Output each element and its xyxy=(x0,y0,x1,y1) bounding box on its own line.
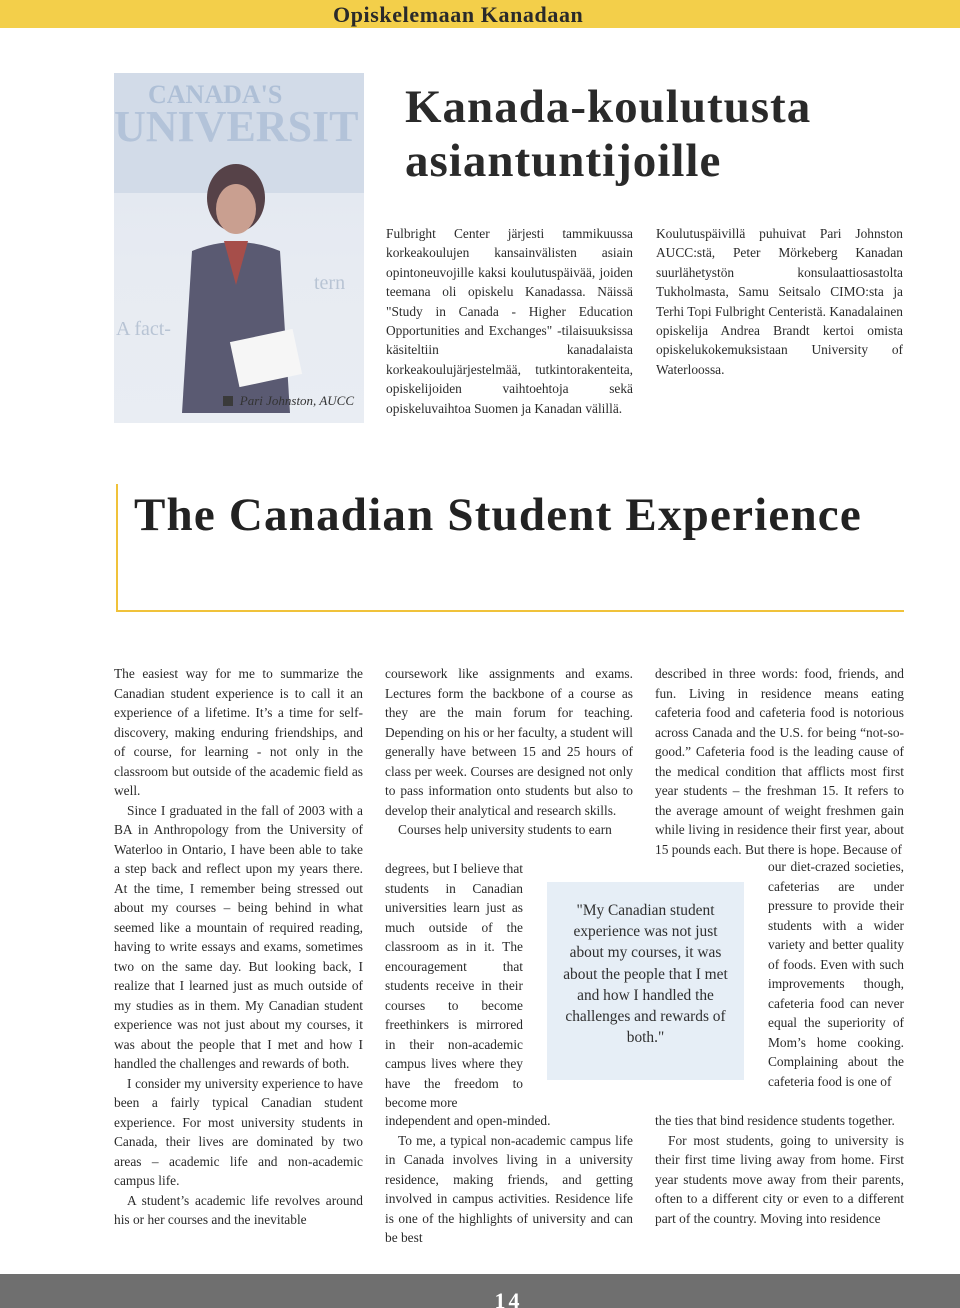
paragraph: the ties that bind residence students together. xyxy=(655,1113,895,1128)
paragraph: I consider my university experience to have been a fairly typical Canadian student experience. For most university students in Canada, their lives are dominated by two areas – academic life and non-academic campus life. xyxy=(114,1075,363,1188)
article2-column-2-top xyxy=(385,664,633,840)
caption-marker xyxy=(223,396,233,406)
article2-column-3-bottom xyxy=(655,1111,904,1228)
sign-line2: UNIVERSIT xyxy=(114,102,359,151)
paragraph: The easiest way for me to summarize the Canadian student experience is to call it an experience of a lifetime. It’s a time for self-discovery, making enduring friendships, and of course, for learning - not only in the classroom but outside of the academic field as well. xyxy=(114,666,363,798)
paragraph: independent and open-minded. xyxy=(385,1113,551,1128)
paragraph: Since I graduated in the fall of 2003 with a BA in Anthropology from the University of Waterloo in Ontario, I have been able to take a step back and reflect upon my years there. At the time, I remember being stressed out about my courses – being behind in what seemed like a mountain of required reading, having to write essays and exams, sometimes two on the same day. But looking back, I realize that I learned just as much outside of my studies as in them. My Canadian student experience was not just about my courses, it was about the people that I met and how I handled the challenges and rewards of both. xyxy=(114,802,363,1071)
article1-intro-left: Fulbright Center järjesti tammikuussa korkeakoulujen kansainvälisten asiain opintoneuvojille kaksi koulutuspäivää, joiden teemana oli opiskelu Kanadassa. Näissä "Study in Canada - Higher Education Opportunities and Exchanges" -tilaisuuksissa käsiteltiin kanadalaista korkeakoulujärjestelmää, tutkintorakenteita, opiskelijoiden vaihtoehtoja sekä opiskeluvaihtoa Suomen ja Kanadan välillä. xyxy=(386,226,633,416)
speaker-photo xyxy=(114,73,364,423)
header-band xyxy=(0,0,960,28)
article2-column-3-wrap xyxy=(768,857,904,1091)
paragraph: coursework like assignments and exams. Lectures form the backbone of a course as they are the main forum for teaching. Depending on his or her faculty, a student will generally have between 15 and 25 hours of class per week. Courses are designed not only to pass information onto students but also to develop their analytical and research skills. xyxy=(385,666,633,818)
page-number: 14 xyxy=(494,1288,523,1308)
paragraph: For most students, going to university is their first time living away from home. First year students move away from their parents, often to a different city or even to a different part of the country. Moving into residence xyxy=(655,1132,904,1226)
article2-column-1 xyxy=(114,664,363,1230)
paragraph: A student’s academic life revolves around his or her courses and the inevitable xyxy=(114,1192,363,1227)
sign-line1: CANADA'S xyxy=(148,80,283,109)
paragraph: Courses help university students to earn xyxy=(398,822,612,837)
paragraph: degrees, but I believe that students in Canadian universities learn just as much outside of the classroom as in it. The encouragement that students receive in their courses to become freethinkers is mirrored in their non-academic campus lives where they have the freedom to become more xyxy=(385,861,523,1110)
sign-small: A fact- xyxy=(116,318,171,340)
paragraph: To me, a typical non-academic campus life in Canada involves living in a university residence, making friends, and getting involved in campus activities. Residence life is one of the highlights of university and can be best xyxy=(385,1132,633,1245)
pull-quote: "My Canadian student experience was not just about my courses, it was about the people that I met and how I handled the challenges and rewards of both." xyxy=(547,882,744,1080)
sign-small-right: tern xyxy=(314,272,346,294)
article1-headline: Kanada-koulutusta asiantuntijoille xyxy=(405,81,812,187)
footer-band xyxy=(0,1274,960,1308)
article2-column-2-bottom xyxy=(385,1111,633,1248)
paragraph: described in three words: food, friends, and fun. Living in residence means eating cafeteria food and cafeteria food is notorious across Canada and the U.S. for being “not-so-good.” Cafeteria food is the leading cause of the medical condition that afflicts most first year students – the freshman 15. It refers to the average amount of weight freshmen gain while living in residence their first year, about 15 pounds each. But there is hope. Because of xyxy=(655,666,904,857)
article1-intro-right: Koulutuspäivillä puhuivat Pari Johnston AUCC:stä, Peter Mörkeberg Kanadan suurlähetystön konsulaattiosastolta Tukholmasta, Samu Seitsalo CIMO:sta ja Terhi Topi Fulbright Centeristä. Kanadalainen opiskelija Andrea Brandt kertoi omista opiskelukokemuksistaan University of Waterloossa. xyxy=(656,226,903,377)
article2-column-3-top xyxy=(655,664,904,859)
article2-headline: The Canadian Student Experience xyxy=(134,489,862,541)
photo-caption xyxy=(223,393,354,409)
caption-text: Pari Johnston, AUCC xyxy=(239,393,354,408)
article2-column-2-wrap xyxy=(385,859,523,1113)
paragraph: our diet-crazed societies, cafeterias are under pressure to provide their students with a wider variety and better quality of foods. Even with such improvements though, cafeteria food can never equal the superiority of Mom’s home cooking. Complaining about the cafeteria food is one of xyxy=(768,859,904,1089)
section-title: Opiskelemaan Kanadaan xyxy=(333,2,584,27)
